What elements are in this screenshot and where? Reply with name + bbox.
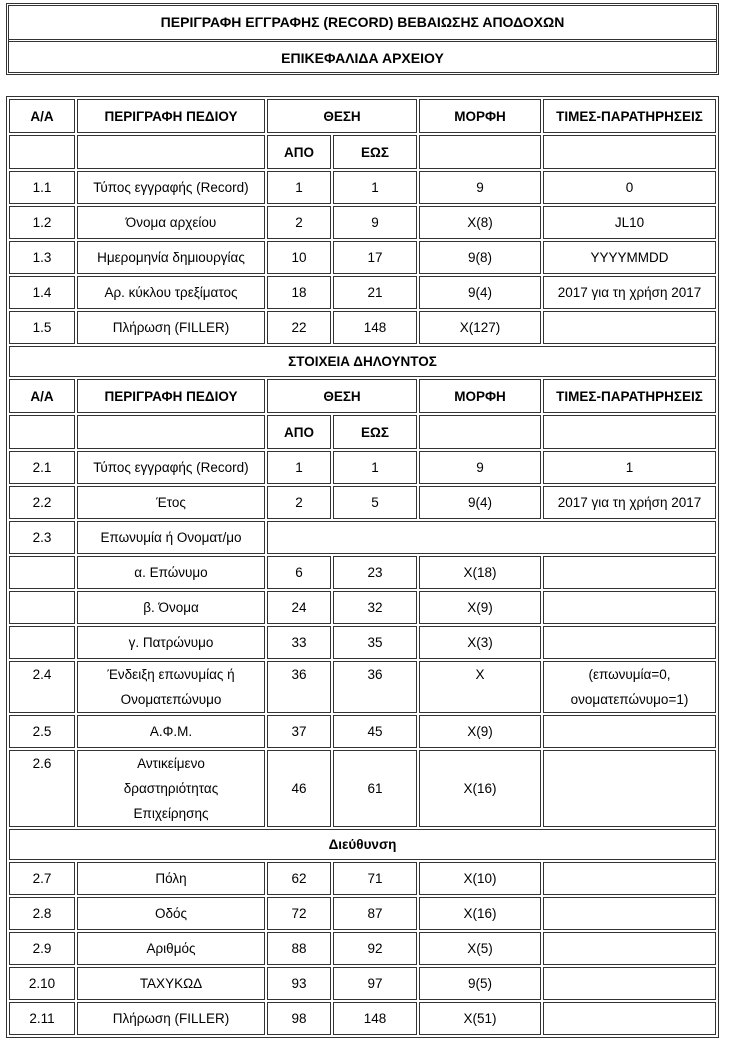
field-number: 2.7 [9, 862, 75, 895]
col-header-description: ΠΕΡΙΓΡΑΦΗ ΠΕΔΙΟΥ [77, 99, 265, 133]
position-to: 21 [333, 276, 417, 309]
section2-header-row [9, 379, 716, 413]
position-to: 9 [333, 206, 417, 239]
position-from: 18 [267, 276, 331, 309]
col-header-to: ΕΩΣ [333, 135, 417, 169]
field-number: 2.5 [9, 715, 75, 748]
field-number: 1.4 [9, 276, 75, 309]
field-notes [543, 967, 716, 1000]
table-row [9, 451, 716, 484]
empty-cell [419, 135, 541, 169]
table-row [9, 715, 716, 748]
position-from: 6 [267, 556, 331, 589]
field-format: 9(4) [419, 486, 541, 519]
table-row [9, 171, 716, 204]
position-to: 17 [333, 241, 417, 274]
field-number: 2.1 [9, 451, 75, 484]
empty-cell [267, 521, 716, 554]
field-format: X(51) [419, 1002, 541, 1035]
field-number: 1.1 [9, 171, 75, 204]
table-row [9, 521, 716, 554]
field-number: 2.6 [9, 750, 75, 827]
field-number: 1.3 [9, 241, 75, 274]
table-row [9, 206, 716, 239]
field-number [9, 626, 75, 659]
section-title-declarant: ΣΤΟΙΧΕΙΑ ΔΗΛΟΥΝΤΟΣ [9, 346, 716, 377]
position-to: 5 [333, 486, 417, 519]
field-format: 9 [419, 171, 541, 204]
position-from: 1 [267, 451, 331, 484]
field-number: 2.2 [9, 486, 75, 519]
table-row [9, 556, 716, 589]
position-from: 72 [267, 897, 331, 930]
section-title-address: Διεύθυνση [9, 829, 716, 860]
position-to: 1 [333, 171, 417, 204]
table-row [9, 241, 716, 274]
position-from: 22 [267, 311, 331, 344]
position-to: 36 [333, 661, 417, 713]
empty-cell [419, 415, 541, 449]
field-description: Αρ. κύκλου τρεξίματος [77, 276, 265, 309]
field-description: α. Επώνυμο [77, 556, 265, 589]
field-number: 2.11 [9, 1002, 75, 1035]
text-line: (επωνυμία=0, [588, 667, 671, 682]
position-from: 62 [267, 862, 331, 895]
empty-cell [77, 135, 265, 169]
position-from: 24 [267, 591, 331, 624]
empty-cell [543, 415, 716, 449]
field-description: Τύπος εγγραφής (Record) [77, 171, 265, 204]
position-from: 1 [267, 171, 331, 204]
field-notes [543, 932, 716, 965]
section-title-row [9, 829, 716, 860]
position-from: 46 [267, 750, 331, 827]
position-from: 36 [267, 661, 331, 713]
text-line: Ένδειξη επωνυμίας ή [107, 667, 235, 682]
field-format: 9(5) [419, 967, 541, 1000]
field-description: Όνομα αρχείου [77, 206, 265, 239]
position-to: 148 [333, 311, 417, 344]
empty-cell [543, 135, 716, 169]
field-notes [543, 1002, 716, 1035]
table-row [9, 1002, 716, 1035]
field-format: X(3) [419, 626, 541, 659]
section1-subheader-row [9, 135, 716, 169]
position-to: 23 [333, 556, 417, 589]
position-to: 35 [333, 626, 417, 659]
field-format: X(16) [419, 750, 541, 827]
field-number [9, 591, 75, 624]
col-header-notes: ΤΙΜΕΣ-ΠΑΡΑΤΗΡΗΣΕΙΣ [543, 99, 716, 133]
field-format: 9 [419, 451, 541, 484]
position-to: 61 [333, 750, 417, 827]
field-notes [543, 750, 716, 827]
empty-cell [9, 415, 75, 449]
table-row [9, 932, 716, 965]
field-description: Πλήρωση (FILLER) [77, 311, 265, 344]
field-notes [543, 311, 716, 344]
field-description: Τύπος εγγραφής (Record) [77, 451, 265, 484]
position-to: 148 [333, 1002, 417, 1035]
col-header-position: ΘΕΣΗ [267, 99, 417, 133]
record-table [6, 96, 719, 1038]
field-format: 9(8) [419, 241, 541, 274]
col-header-aa: Α/Α [9, 99, 75, 133]
section-title-row [9, 346, 716, 377]
field-notes [543, 897, 716, 930]
field-description: Επωνυμία ή Ονοματ/μο [77, 521, 265, 554]
table-row [9, 486, 716, 519]
empty-cell [9, 135, 75, 169]
section1-header-row [9, 99, 716, 133]
field-format: X(9) [419, 715, 541, 748]
col-header-aa: Α/Α [9, 379, 75, 413]
col-header-format: ΜΟΡΦΗ [419, 379, 541, 413]
table-row [9, 276, 716, 309]
document-title: ΠΕΡΙΓΡΑΦΗ ΕΓΓΡΑΦΗΣ (RECORD) ΒΕΒΑΙΩΣΗΣ ΑΠΟΔΟΧΩΝ [160, 14, 565, 30]
field-notes [543, 661, 716, 713]
position-from: 98 [267, 1002, 331, 1035]
empty-cell [77, 415, 265, 449]
field-number: 1.2 [9, 206, 75, 239]
field-description: Πόλη [77, 862, 265, 895]
field-notes: 2017 για τη χρήση 2017 [543, 486, 716, 519]
field-description: ΤΑΧΥΚΩΔ [77, 967, 265, 1000]
position-to: 1 [333, 451, 417, 484]
field-number: 2.3 [9, 521, 75, 554]
position-from: 10 [267, 241, 331, 274]
text-line: Επιχείρησης [133, 806, 209, 821]
field-description: Οδός [77, 897, 265, 930]
position-from: 37 [267, 715, 331, 748]
text-line: ονοματεπώνυμο=1) [570, 692, 689, 707]
field-description: Αριθμός [77, 932, 265, 965]
field-description [77, 661, 265, 713]
table-row [9, 862, 716, 895]
table-row [9, 661, 716, 713]
field-description: β. Όνομα [77, 591, 265, 624]
field-notes [543, 862, 716, 895]
position-from: 2 [267, 206, 331, 239]
table-row [9, 311, 716, 344]
position-from: 33 [267, 626, 331, 659]
field-number: 1.5 [9, 311, 75, 344]
field-description: Α.Φ.Μ. [77, 715, 265, 748]
table-row [9, 967, 716, 1000]
col-header-to: ΕΩΣ [333, 415, 417, 449]
field-description: Πλήρωση (FILLER) [77, 1002, 265, 1035]
table-row [9, 897, 716, 930]
text-line: δραστηριότητας [123, 781, 219, 796]
text-line: Ονοματεπώνυμο [120, 692, 222, 707]
field-format: X(18) [419, 556, 541, 589]
field-notes: JL10 [543, 206, 716, 239]
position-to: 71 [333, 862, 417, 895]
field-number: 2.9 [9, 932, 75, 965]
file-header-title: ΕΠΙΚΕΦΑΛΙΔΑ ΑΡΧΕΙΟΥ [9, 39, 716, 75]
position-to: 87 [333, 897, 417, 930]
position-from: 2 [267, 486, 331, 519]
table-row [9, 591, 716, 624]
field-format: X(10) [419, 862, 541, 895]
table-row [9, 750, 716, 827]
field-notes [543, 591, 716, 624]
field-description [77, 750, 265, 827]
field-format: X [419, 661, 541, 713]
field-format: X(5) [419, 932, 541, 965]
table-row [9, 626, 716, 659]
section2-subheader-row [9, 415, 716, 449]
col-header-format: ΜΟΡΦΗ [419, 99, 541, 133]
field-notes: 1 [543, 451, 716, 484]
title-box [6, 3, 719, 75]
col-header-position: ΘΕΣΗ [267, 379, 417, 413]
field-format: X(16) [419, 897, 541, 930]
col-header-notes: ΤΙΜΕΣ-ΠΑΡΑΤΗΡΗΣΕΙΣ [543, 379, 716, 413]
position-to: 97 [333, 967, 417, 1000]
field-description: Ημερομηνία δημιουργίας [77, 241, 265, 274]
text-line: Αντικείμενο [137, 756, 205, 771]
position-to: 92 [333, 932, 417, 965]
col-header-from: ΑΠΟ [267, 135, 331, 169]
position-to: 45 [333, 715, 417, 748]
field-number: 2.10 [9, 967, 75, 1000]
field-number [9, 556, 75, 589]
col-header-from: ΑΠΟ [267, 415, 331, 449]
position-from: 93 [267, 967, 331, 1000]
field-number: 2.4 [9, 661, 75, 713]
col-header-description: ΠΕΡΙΓΡΑΦΗ ΠΕΔΙΟΥ [77, 379, 265, 413]
field-format: X(127) [419, 311, 541, 344]
position-to: 32 [333, 591, 417, 624]
field-description: Έτος [77, 486, 265, 519]
field-format: X(8) [419, 206, 541, 239]
field-notes: YYYYMMDD [543, 241, 716, 274]
field-notes [543, 715, 716, 748]
field-notes: 0 [543, 171, 716, 204]
field-description: γ. Πατρώνυμο [77, 626, 265, 659]
field-number: 2.8 [9, 897, 75, 930]
field-format: X(9) [419, 591, 541, 624]
field-notes: 2017 για τη χρήση 2017 [543, 276, 716, 309]
field-notes [543, 626, 716, 659]
position-from: 88 [267, 932, 331, 965]
field-notes [543, 556, 716, 589]
field-format: 9(4) [419, 276, 541, 309]
